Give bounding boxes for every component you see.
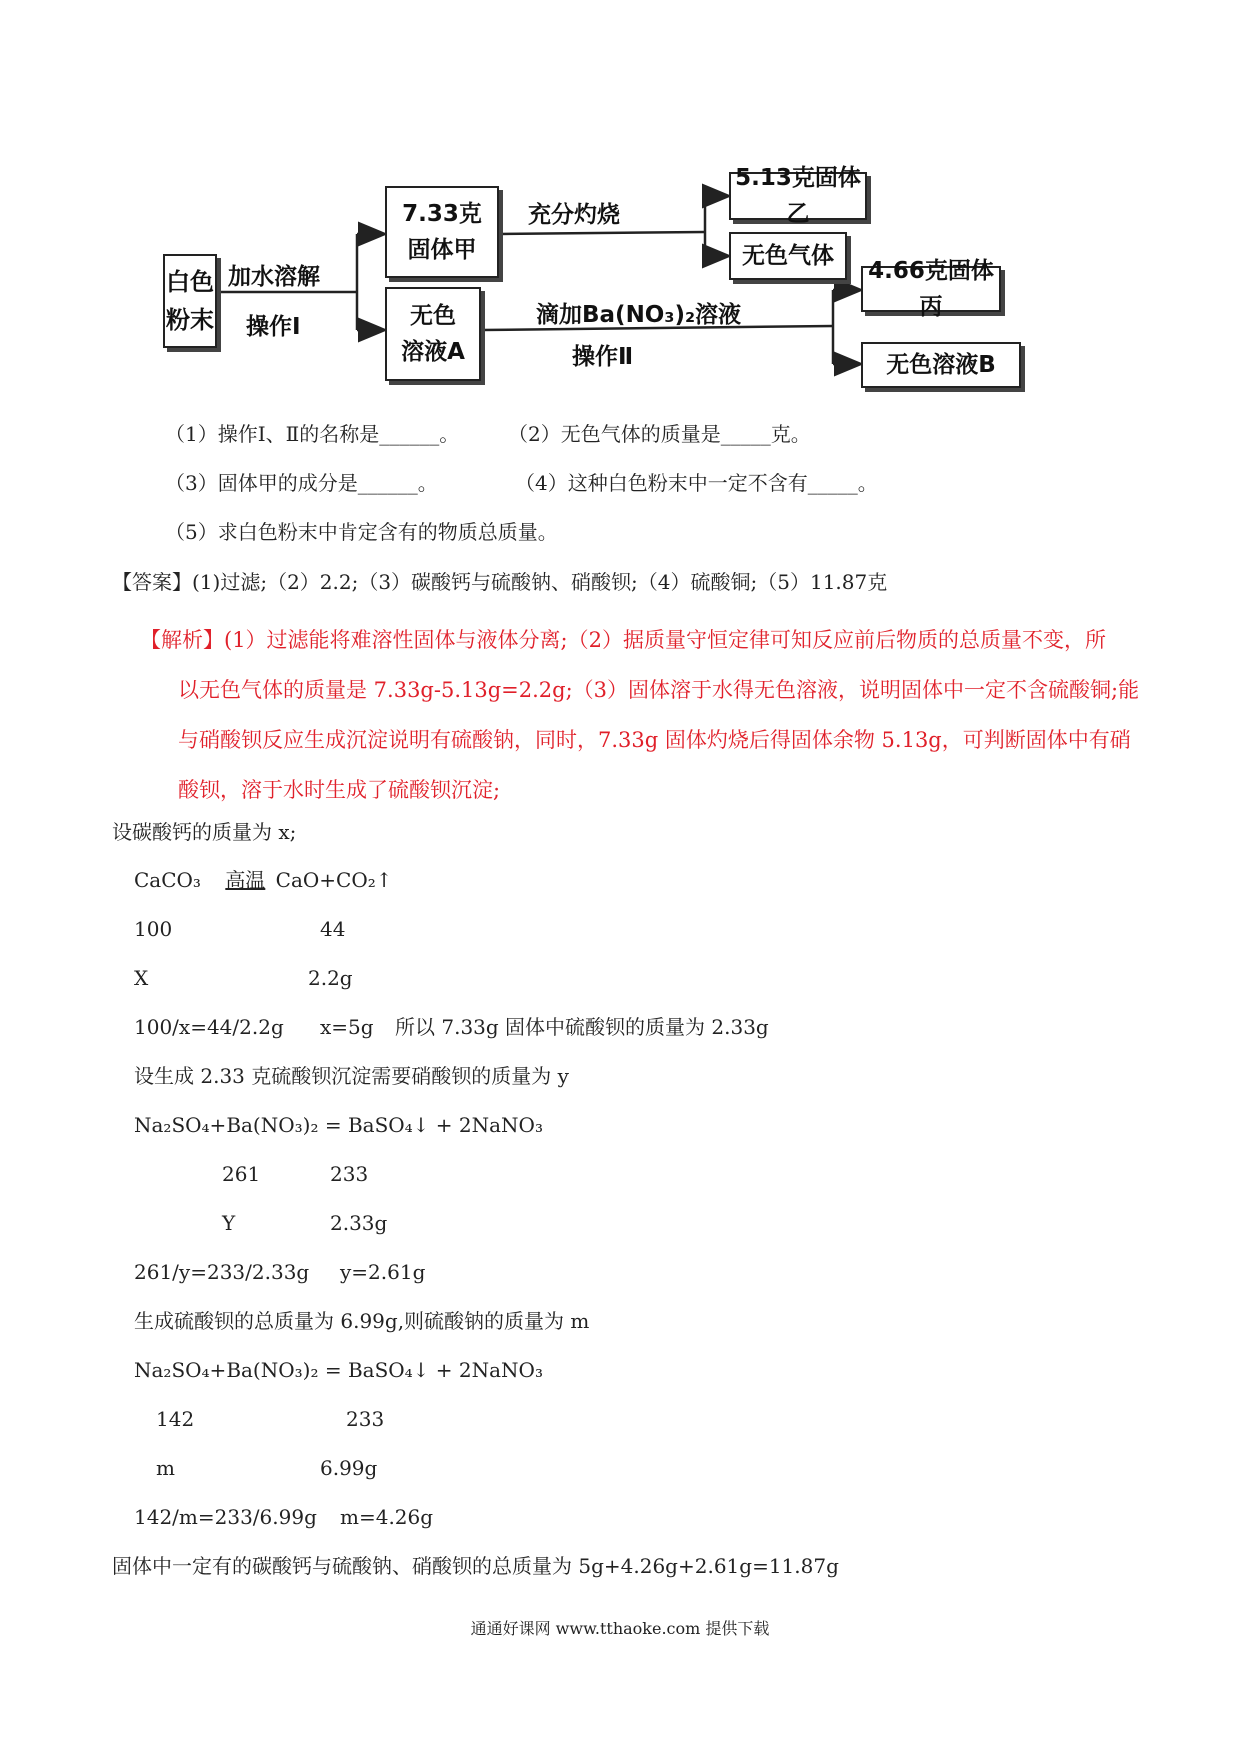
solid-jia-name: 固体甲	[407, 237, 477, 263]
solution-a-l1: 无色	[410, 303, 456, 329]
op2-bottom-label: 操作Ⅱ	[572, 344, 634, 370]
equation-2: Na₂SO₄+Ba(NO₃)₂ = BaSO₄↓ + 2NaNO₃	[134, 1113, 543, 1137]
calc-1a: 100/x=44/2.2g	[134, 1015, 284, 1039]
equation-3: Na₂SO₄+Ba(NO₃)₂ = BaSO₄↓ + 2NaNO₃	[134, 1358, 543, 1382]
question-1: （1）操作Ⅰ、Ⅱ的名称是______。	[165, 422, 460, 446]
ratio-4b: 2.33g	[330, 1211, 388, 1235]
solution-intro: 设碳酸钙的质量为 x;	[112, 820, 297, 844]
op2-top-label: 滴加Ba(NO₃)₂溶液	[536, 302, 742, 328]
burn-label: 充分灼烧	[528, 202, 620, 228]
equation-1-left: CaCO₃	[134, 868, 201, 892]
gas-label: 无色气体	[742, 243, 834, 269]
equation-1-condition: 高温	[225, 868, 266, 892]
solution-a-l2: 溶液A	[401, 339, 465, 365]
question-3: （3）固体甲的成分是______。	[165, 471, 438, 495]
calc-1c: 所以 7.33g 固体中硫酸钡的质量为 2.33g	[395, 1015, 769, 1039]
question-2: （2）无色气体的质量是_____克。	[508, 422, 811, 446]
equation-1-right: CaO+CO₂↑	[275, 868, 393, 892]
gas-box	[729, 232, 847, 280]
answer-line: 【答案】(1)过滤;（2）2.2;（3）碳酸钙与硫酸钠、硝酸钡;（4）硫酸铜;（5）11.87克	[112, 570, 888, 594]
ratio-3b: 233	[330, 1162, 369, 1186]
ratio-2b: 2.2g	[308, 966, 353, 990]
ratio-6a: m	[156, 1456, 175, 1480]
ratio-1a: 100	[134, 917, 173, 941]
analysis-line-1: 【解析】(1）过滤能将难溶性固体与液体分离;（2）据质量守恒定律可知反应前后物质的总质量不变，所	[140, 628, 1106, 652]
ratio-3a: 261	[222, 1162, 261, 1186]
solution-b-box	[861, 342, 1021, 388]
solution-b-label: 无色溶液B	[886, 352, 996, 378]
question-4: （4）这种白色粉末中一定不含有_____。	[515, 471, 878, 495]
analysis-line-4: 酸钡，溶于水时生成了硫酸钡沉淀;	[178, 778, 501, 802]
calc-3a: 142/m=233/6.99g	[134, 1505, 317, 1529]
analysis-line-3: 与硝酸钡反应生成沉淀说明有硫酸钠，同时，7.33g 固体灼烧后得固体余物 5.13g，可判断固体中有硝	[178, 728, 1131, 752]
solid-yi-label: 5.13克固体乙	[735, 165, 861, 227]
question-5: （5）求白色粉末中肯定含有的物质总质量。	[165, 520, 558, 544]
calc-2a: 261/y=233/2.33g	[134, 1260, 310, 1284]
analysis-line-2: 以无色气体的质量是 7.33g-5.13g=2.2g;（3）固体溶于水得无色溶液，说明固体中一定不含硫酸铜;能	[178, 678, 1140, 702]
solid-bing-label: 4.66克固体丙	[868, 258, 994, 320]
solid-yi-box	[729, 165, 867, 227]
final-conclusion: 固体中一定有的碳酸钙与硫酸钠、硝酸钡的总质量为 5g+4.26g+2.61g=11.87g	[112, 1554, 839, 1578]
start-label: 白色粉末	[166, 268, 214, 334]
op1-bottom-label: 操作Ⅰ	[246, 314, 301, 340]
ratio-2a: X	[134, 966, 149, 990]
ratio-1b: 44	[320, 917, 346, 941]
solid-jia-mass: 7.33克	[402, 201, 482, 227]
start-box-white-powder	[163, 254, 217, 348]
calc-3b: m=4.26g	[340, 1505, 434, 1529]
calc-2b: y=2.61g	[340, 1260, 426, 1284]
solid-bing-box	[861, 258, 1001, 320]
ratio-5a: 142	[156, 1407, 195, 1431]
ratio-5b: 233	[346, 1407, 385, 1431]
ratio-4a: Y	[222, 1211, 236, 1235]
solution-step-2: 设生成 2.33 克硫酸钡沉淀需要硝酸钡的质量为 y	[134, 1064, 569, 1088]
ratio-6b: 6.99g	[320, 1456, 378, 1480]
solution-step-3: 生成硫酸钡的总质量为 6.99g,则硫酸钠的质量为 m	[134, 1309, 590, 1333]
page-footer: 通通好课网 www.tthaoke.com 提供下载	[470, 1619, 770, 1638]
solution-a-box	[385, 287, 481, 381]
equation-1	[134, 866, 393, 894]
calc-1b: x=5g	[320, 1015, 374, 1039]
op1-top-label: 加水溶解	[228, 264, 320, 290]
solid-jia-box	[385, 186, 499, 278]
